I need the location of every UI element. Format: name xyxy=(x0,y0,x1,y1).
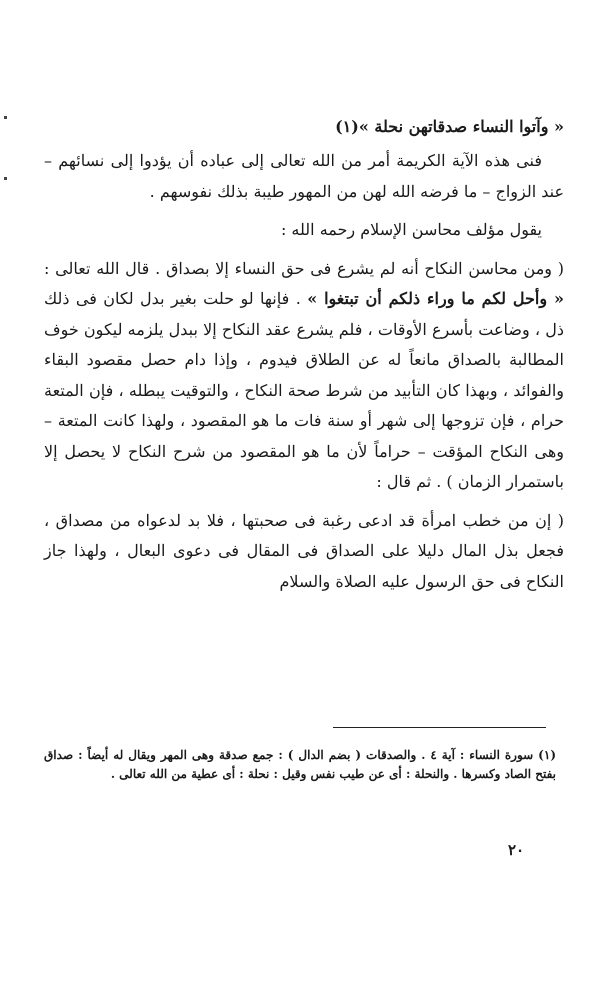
margin-speck-top xyxy=(4,116,7,119)
quoted-passage xyxy=(44,254,564,498)
footnote-divider xyxy=(333,727,546,728)
page-body xyxy=(44,114,564,597)
quoted-passage-body: . فإنها لو حلت بغير بدل لكان فى ذلك ذل ، وضاعت بأسرع الأوقات ، فلم يشرع عقد النكاح إلا ببدل يلزمه ليكون خوف المطالبة بالصداق مانعاً له عن الطلاق فيدوم ، وإذا دام حصل مقصود البقاء والفوائد ، وبهذا كان التأبيد من شرط صحة النكاح ، والتوقيت يبطله ، فإن المتعة حرام ، فإن تزوجها إلى شهر أو سنة فات ما هو المقصود ، ولهذا كانت المتعة – وهى النكاح المؤقت – حراماً لأن ما هو المقصود من شرح النكاح لا يحصل إلا باستمرار الزمان ) . ثم قال : xyxy=(44,289,564,491)
margin-speck-mid xyxy=(4,177,7,180)
intro-paragraph: فنى هذه الآية الكريمة أمر من الله تعالى إلى عباده أن يؤدوا إلى نسائهم – عند الزواج – ما فرضه الله لهن من المهور طيبة بذلك نفوسهم . xyxy=(44,151,564,201)
second-quoted-passage: ( إن من خطب امرأة قد ادعى رغبة فى صحبتها ، فلا بد لدعواه من مصداق ، فجعل بذل المال دليلا على الصداق فى المقال فى دعوى البعال ، ولهذا جاز النكاح فى حق الرسول عليه الصلاة والسلام xyxy=(44,510,564,591)
footnote: (١) سورة النساء : آية ٤ . والصدقات ( بضم الدال ) : جمع صدقة وهى المهر ويقال له أيضاً : صداق بفتح الصاد وكسرها . والنحلة : أى عن طيب نفس وقيل : نحلة : أى عطية من الله تعالى . xyxy=(44,748,557,781)
author-quote-intro: يقول مؤلف محاسن الإسلام رحمه الله : xyxy=(280,220,542,239)
quoted-passage-opening: ( ومن محاسن النكاح أنه لم يشرع فى حق النساء إلا بصداق . قال الله تعالى : xyxy=(44,258,564,278)
page-number: ٢٠ xyxy=(508,841,525,859)
quran-verse-quote: « وأحل لكم ما وراء ذلكم أن تبتغوا » xyxy=(307,289,564,308)
verse-heading: « وآتوا النساء صدقاتهن نحلة »(١) xyxy=(335,117,564,136)
